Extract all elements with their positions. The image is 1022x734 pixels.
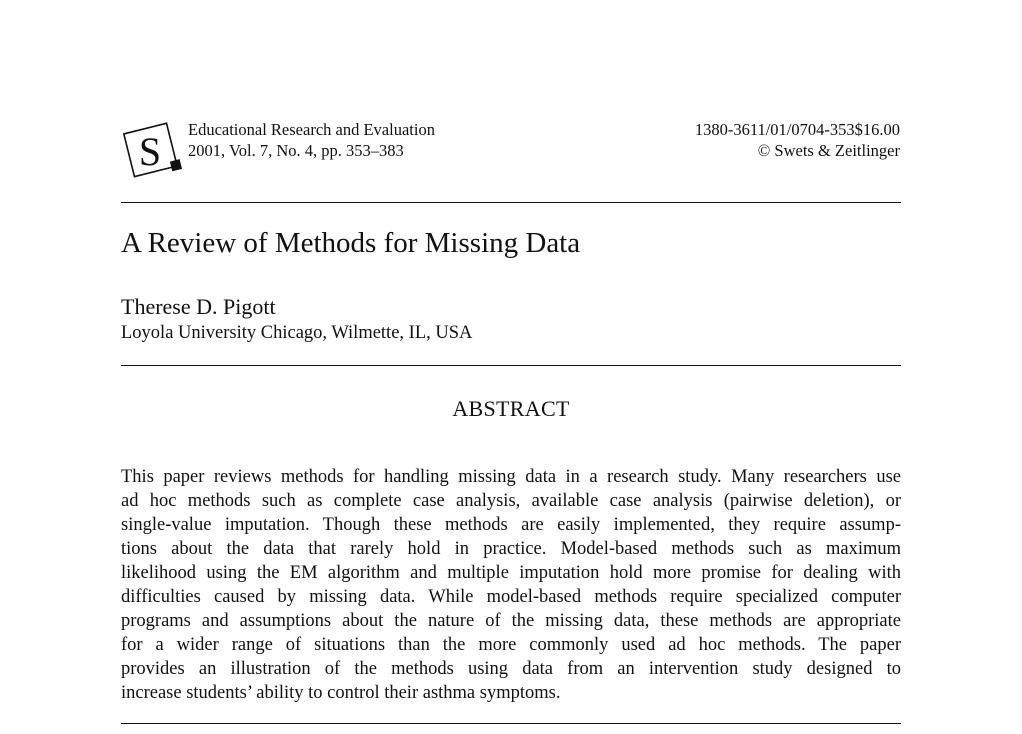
abstract-body [121, 465, 901, 705]
author-divider [121, 365, 901, 366]
abstract-divider [121, 723, 901, 724]
abstract-line: ad hoc methods such as complete case analysis, available case analysis (pairwise deletion), or [121, 491, 901, 511]
author-affiliation: Loyola University Chicago, Wilmette, IL, USA [121, 323, 473, 343]
abstract-heading: ABSTRACT [452, 396, 570, 421]
abstract-line: for a wider range of situations than the more commonly used ad hoc methods. The paper [121, 635, 901, 655]
abstract-line: programs and assumptions about the nature of the missing data, these methods are appropriate [121, 611, 901, 631]
abstract-line: single-value imputation. Though these methods are easily implemented, they require assump- [121, 515, 901, 535]
copyright-notice: © Swets & Zeitlinger [757, 141, 900, 160]
journal-name: Educational Research and Evaluation [188, 120, 435, 139]
author-name: Therese D. Pigott [121, 294, 276, 319]
journal-citation: 2001, Vol. 7, No. 4, pp. 353–383 [188, 141, 404, 160]
journal-info [188, 119, 435, 161]
abstract-line: increase students’ ability to control their asthma symptoms. [121, 683, 561, 703]
abstract-line: provides an illustration of the methods using data from an intervention study designed to [121, 659, 901, 679]
abstract-line: difficulties caused by missing data. While model-based methods require specialized computer [121, 587, 901, 607]
header-divider [121, 202, 901, 203]
publisher-logo [122, 120, 182, 182]
publication-info [695, 119, 900, 161]
issn-code: 1380-3611/01/0704-353$16.00 [694, 120, 900, 139]
abstract-line: likelihood using the EM algorithm and multiple imputation hold more promise for dealing with [121, 563, 901, 583]
abstract-line: tions about the data that rarely hold in practice. Model-based methods such as maximum [121, 539, 901, 559]
logo-letter: S [138, 129, 162, 174]
abstract-line: This paper reviews methods for handling missing data in a research study. Many researchers use [121, 467, 901, 487]
paper-title: A Review of Methods for Missing Data [121, 227, 581, 259]
